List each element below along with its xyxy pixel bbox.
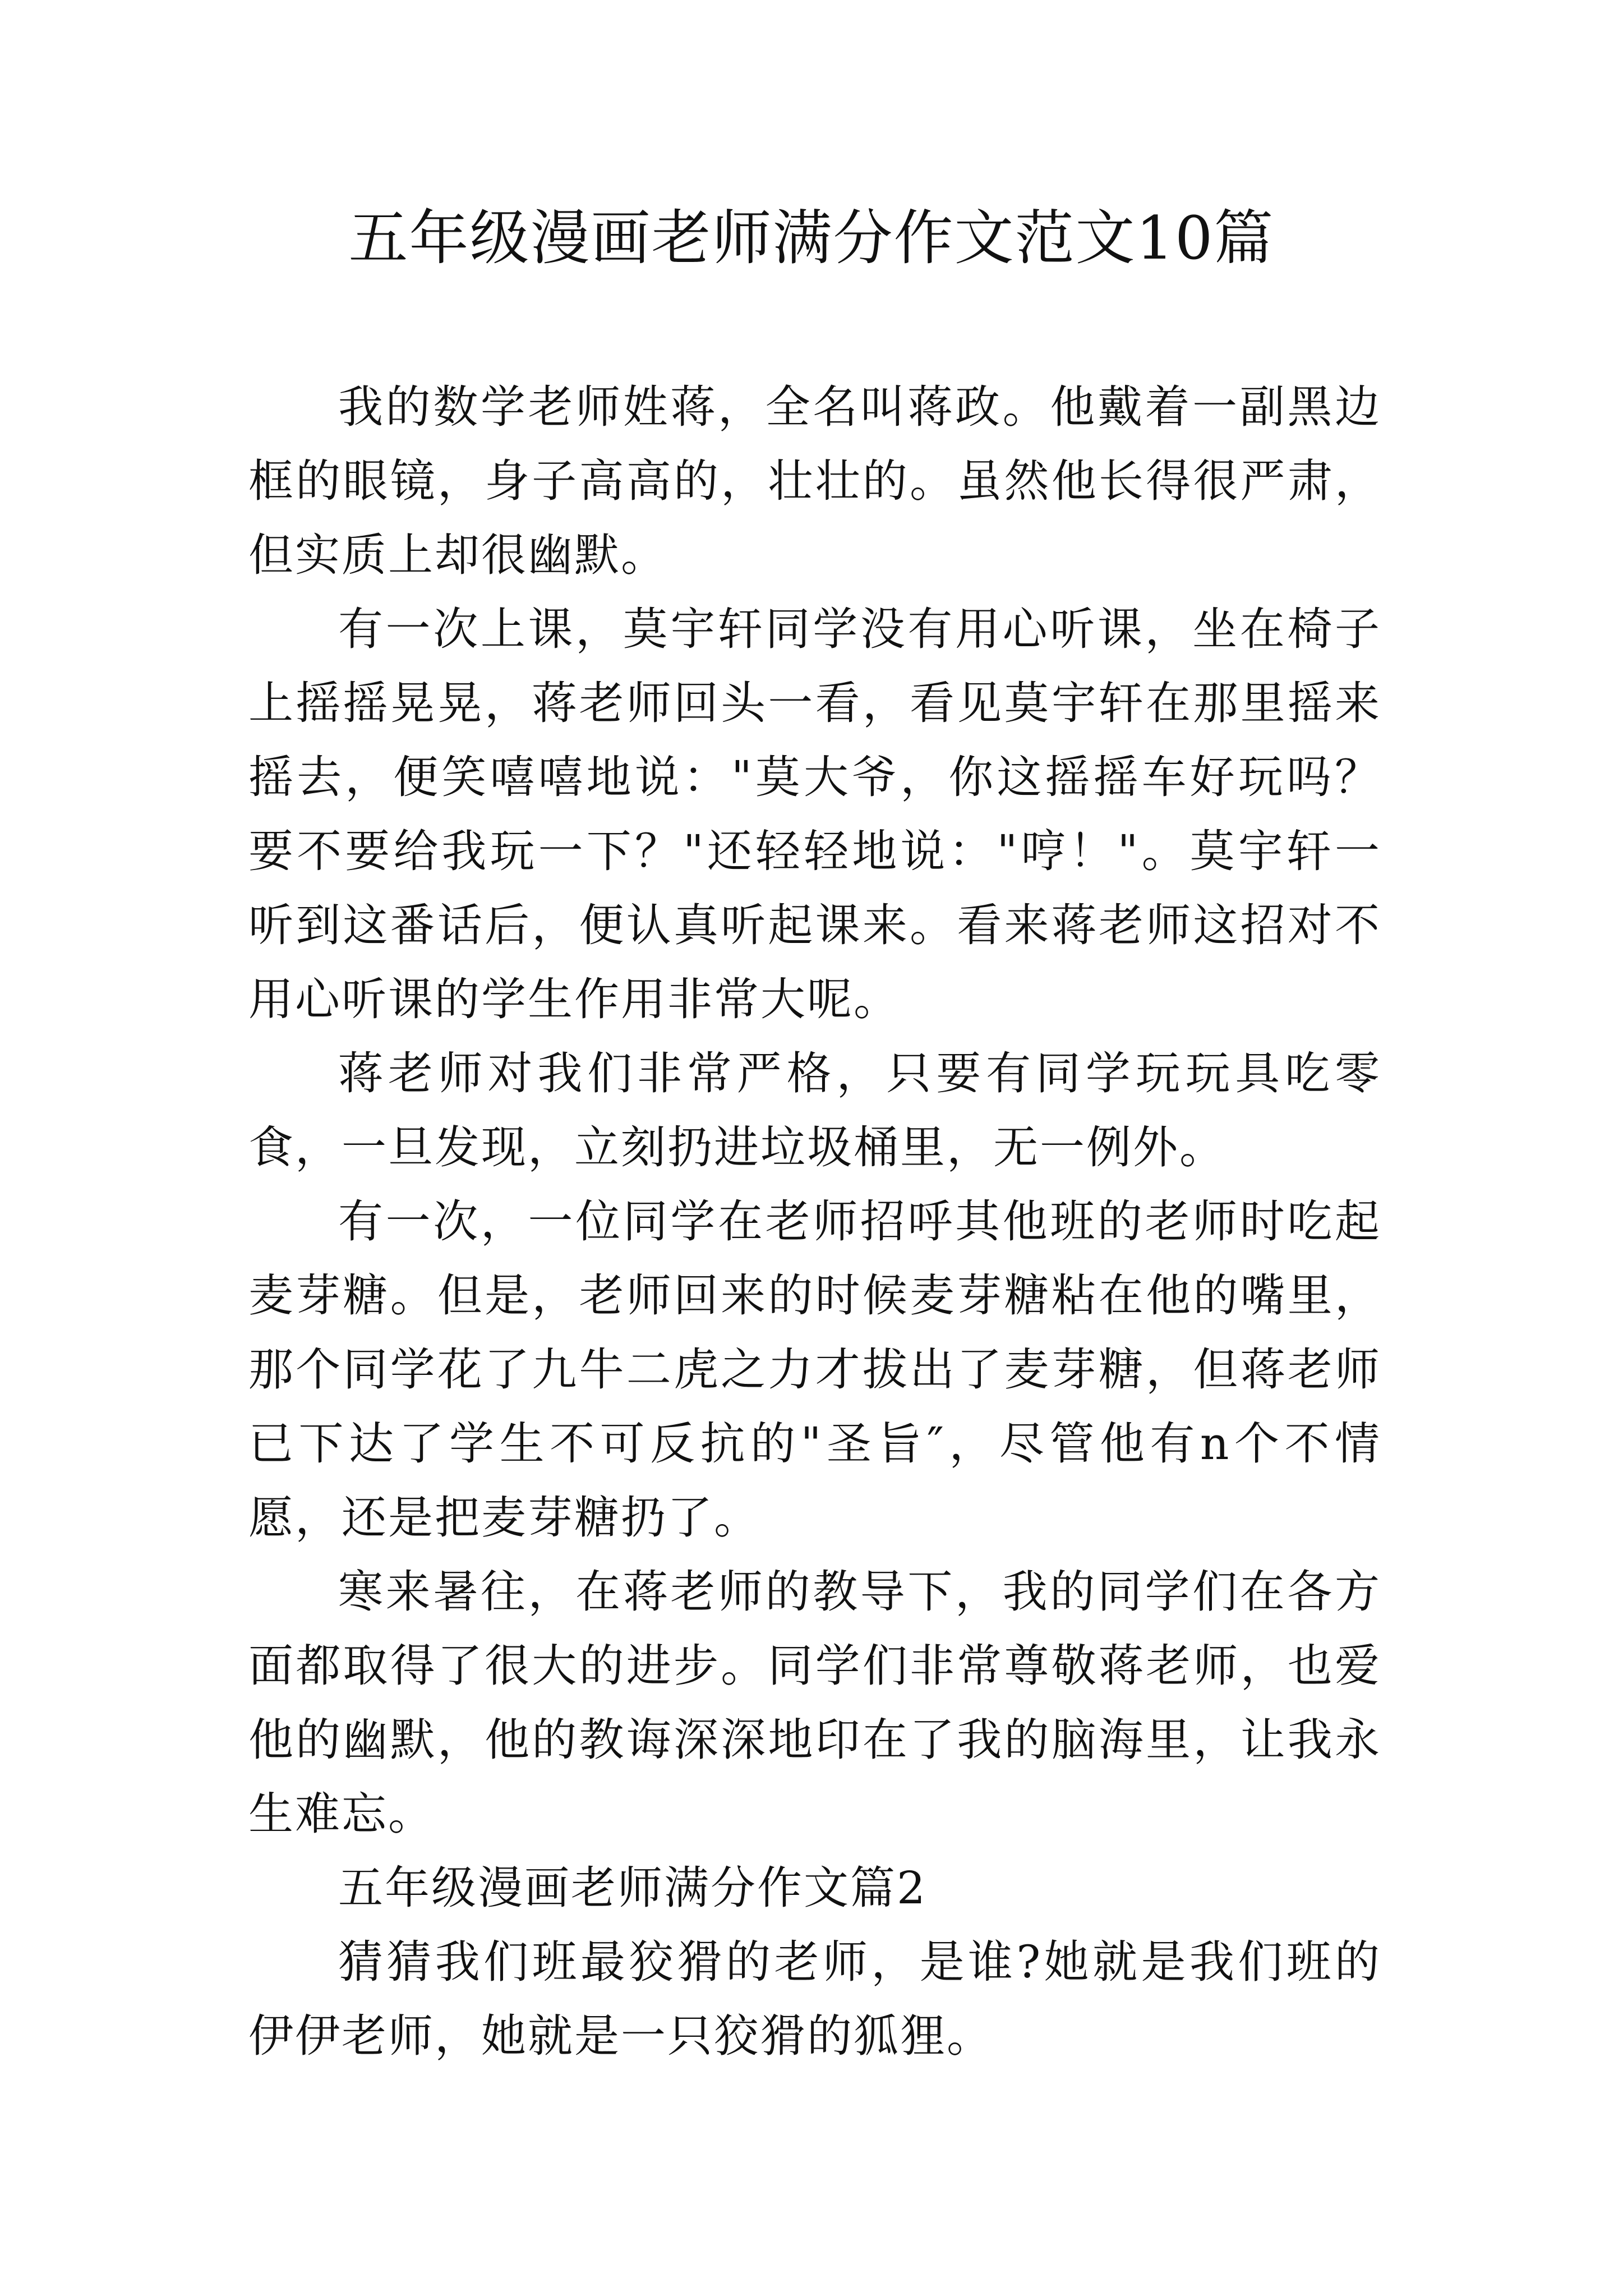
document-body (248, 370, 1381, 2073)
paragraph: 猜猜我们班最狡猾的老师，是谁?她就是我们班的伊伊老师，她就是一只狡猾的狐狸。 (248, 1936, 1381, 2062)
paragraph: 有一次上课，莫宇轩同学没有用心听课，坐在椅子上摇摇晃晃，蒋老师回头一看，看见莫宇轩在那里摇来摇去，便笑嘻嘻地说："莫大爷，你这摇摇车好玩吗？要不要给我玩一下？"还轻轻地说："哼！"。莫宇轩一听到这番话后，便认真听起课来。看来蒋老师这招对不用心听课的学生作用非常大呢。 (248, 603, 1381, 1025)
document-title: 五年级漫画老师满分作文范文10篇 (348, 204, 1275, 273)
paragraph: 我的数学老师姓蒋，全名叫蒋政。他戴着一副黑边框的眼镜，身子高高的，壮壮的。虽然他长得很严肃，但实质上却很幽默。 (248, 381, 1381, 581)
paragraph: 有一次，一位同学在老师招呼其他班的老师时吃起麦芽糖。但是，老师回来的时候麦芽糖粘在他的嘴里，那个同学花了九牛二虎之力才拔出了麦芽糖，但蒋老师已下达了学生不可反抗的"圣旨″，尽管他有n个不情愿，还是把麦芽糖扔了。 (248, 1195, 1381, 1544)
paragraph: 寒来暑往，在蒋老师的教导下，我的同学们在各方面都取得了很大的进步。同学们非常尊敬蒋老师，也爱他的幽默，他的教诲深深地印在了我的脑海里，让我永生难忘。 (248, 1566, 1381, 1840)
paragraph: 蒋老师对我们非常严格，只要有同学玩玩具吃零食，一旦发现，立刻扔进垃圾桶里，无一例外。 (248, 1047, 1381, 1174)
section-heading: 五年级漫画老师满分作文篇2 (338, 1862, 927, 1914)
